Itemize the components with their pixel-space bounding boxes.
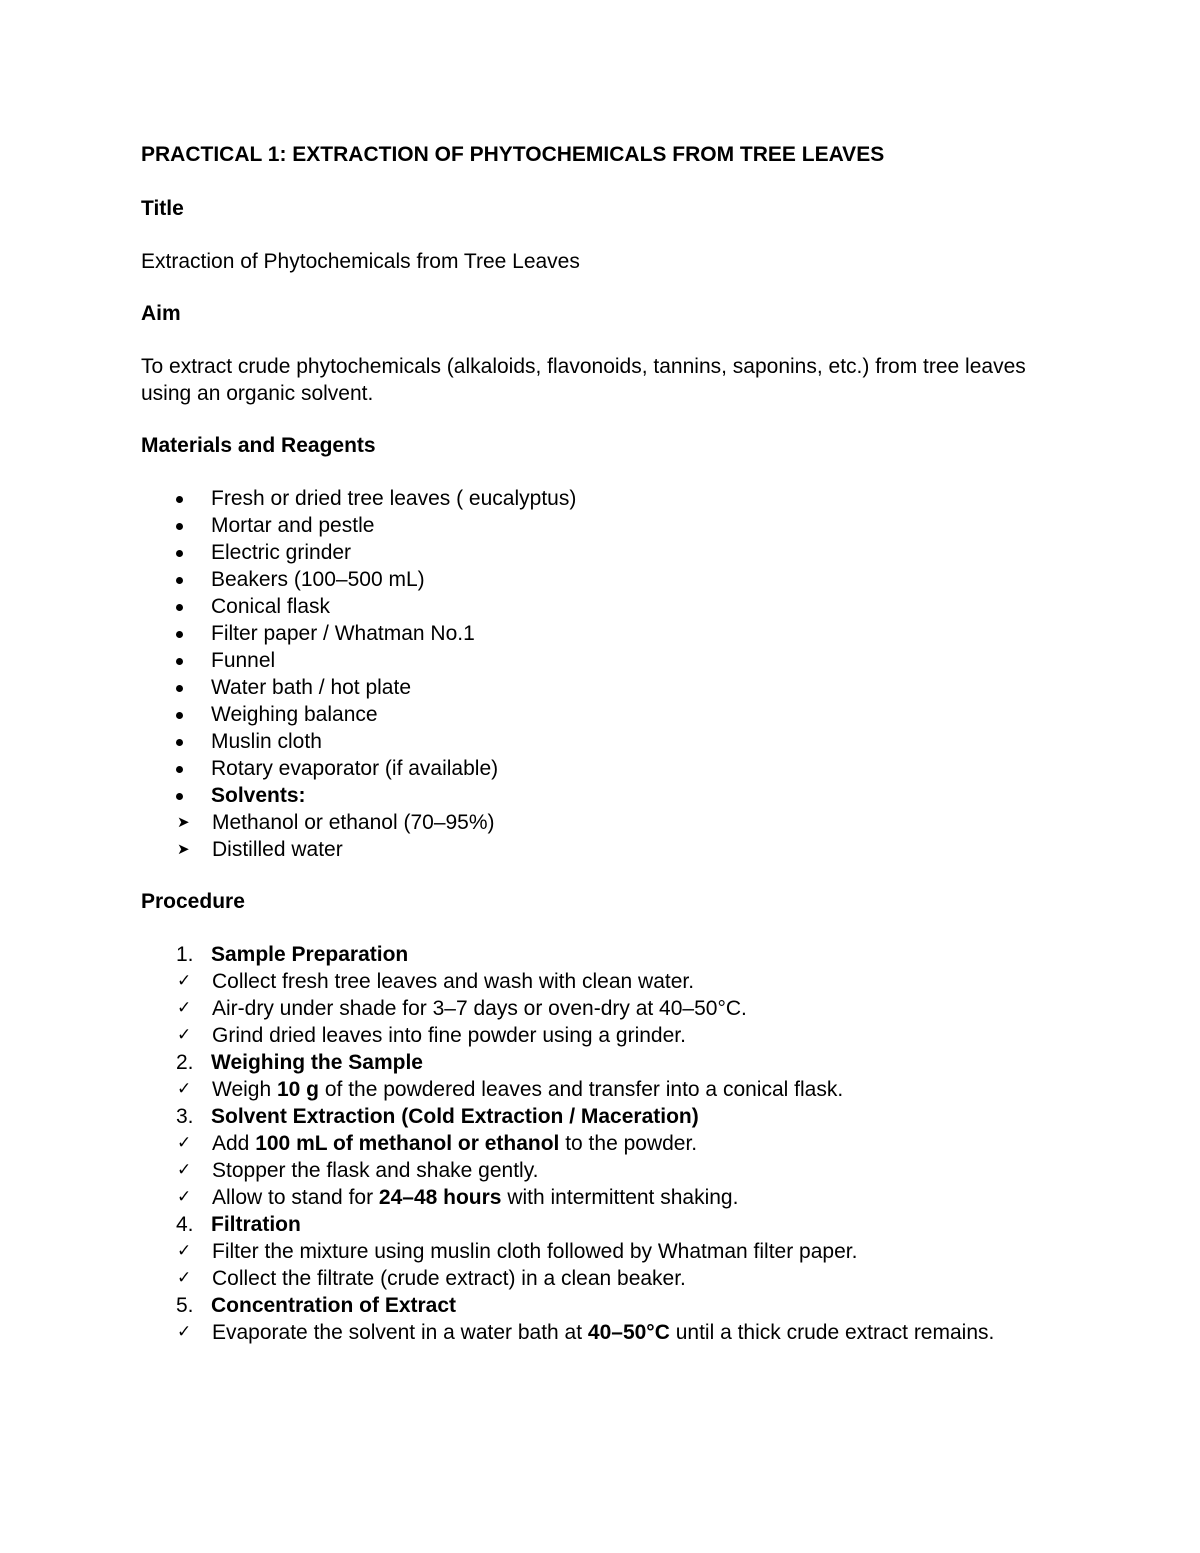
list-item: Conical flask — [141, 593, 1041, 620]
step-checklist — [141, 1238, 1041, 1292]
list-item: ✓ Add 100 mL of methanol or ethanol to the powder. — [177, 1132, 698, 1155]
list-item: ✓ Stopper the flask and shake gently. — [177, 1159, 539, 1182]
list-item: Rotary evaporator (if available) — [141, 755, 1041, 782]
step-checklist — [141, 968, 1041, 1049]
list-item: Water bath / hot plate — [141, 674, 1041, 701]
list-item: Filter paper / Whatman No.1 — [141, 620, 1041, 647]
step-checklist — [141, 1319, 1041, 1346]
step-number: 1. — [176, 943, 194, 966]
aim-heading: Aim — [141, 302, 181, 325]
list-item: Electric grinder — [141, 539, 1041, 566]
practical-title: PRACTICAL 1: EXTRACTION OF PHYTOCHEMICALS FROM TREE LEAVES — [141, 143, 885, 166]
checkmark-icon: ✓ — [177, 1079, 192, 1099]
checkmark-icon: ✓ — [177, 1322, 192, 1342]
list-item: ✓ Air-dry under shade for 3–7 days or oven-dry at 40–50°C. — [177, 997, 747, 1020]
list-item: Weighing balance — [141, 701, 1041, 728]
list-item: ✓ Grind dried leaves into fine powder using a grinder. — [177, 1024, 686, 1047]
step-number: 3. — [176, 1105, 194, 1128]
list-item: ✓ Allow to stand for 24–48 hours with intermittent shaking. — [177, 1186, 739, 1209]
checkmark-icon: ✓ — [177, 1241, 192, 1261]
checkmark-icon: ✓ — [177, 971, 192, 991]
step-title: Weighing the Sample — [211, 1051, 423, 1074]
list-item: Fresh or dried tree leaves ( eucalyptus) — [141, 485, 1041, 512]
step-title: Concentration of Extract — [211, 1294, 457, 1317]
procedure-step — [141, 1211, 1041, 1292]
list-item: ✓ Filter the mixture using muslin cloth followed by Whatman filter paper. — [177, 1240, 858, 1263]
procedure-step — [141, 1049, 1041, 1103]
step-checklist — [141, 1076, 1041, 1103]
checkmark-icon: ✓ — [177, 1025, 192, 1045]
checkmark-icon: ✓ — [177, 1268, 192, 1288]
materials-list — [141, 485, 1041, 863]
arrow-bullet-icon: ➤ — [177, 840, 190, 858]
list-item: ✓ Collect the filtrate (crude extract) in a clean beaker. — [177, 1267, 686, 1290]
checkmark-icon: ✓ — [177, 1187, 192, 1207]
list-item: Beakers (100–500 mL) — [141, 566, 1041, 593]
solvents-item — [141, 782, 1041, 863]
list-item: ✓ Collect fresh tree leaves and wash with clean water. — [177, 970, 695, 993]
list-item: Muslin cloth — [141, 728, 1041, 755]
materials-heading: Materials and Reagents — [141, 434, 376, 457]
document-page — [141, 140, 1041, 1346]
checkmark-icon: ✓ — [177, 998, 192, 1018]
procedure-step — [141, 1103, 1041, 1211]
step-number: 2. — [176, 1051, 194, 1074]
aim-text: To extract crude phytochemicals (alkaloids, flavonoids, tannins, saponins, etc.) from tree leaves using an organic solvent. — [141, 355, 1026, 405]
list-item: Funnel — [141, 647, 1041, 674]
checkmark-icon: ✓ — [177, 1133, 192, 1153]
solvents-list — [141, 809, 1041, 863]
checkmark-icon: ✓ — [177, 1160, 192, 1180]
step-title: Sample Preparation — [211, 943, 409, 966]
list-item: ➤ Distilled water — [177, 838, 343, 861]
step-title: Filtration — [211, 1213, 301, 1236]
step-number: 4. — [176, 1213, 194, 1236]
list-item: Mortar and pestle — [141, 512, 1041, 539]
procedure-step — [141, 941, 1041, 1049]
procedure-heading: Procedure — [141, 890, 245, 913]
solvents-label: Solvents: — [211, 784, 306, 807]
step-title: Solvent Extraction (Cold Extraction / Maceration) — [211, 1105, 699, 1128]
procedure-steps — [141, 941, 1041, 1346]
title-text: Extraction of Phytochemicals from Tree Leaves — [141, 250, 580, 273]
step-checklist — [141, 1130, 1041, 1211]
list-item: ➤ Methanol or ethanol (70–95%) — [177, 811, 495, 834]
list-item: ✓ Evaporate the solvent in a water bath at 40–50°C until a thick crude extract remains. — [177, 1321, 995, 1344]
list-item: ✓ Weigh 10 g of the powdered leaves and transfer into a conical flask. — [177, 1078, 844, 1101]
step-number: 5. — [176, 1294, 194, 1317]
procedure-step — [141, 1292, 1041, 1346]
arrow-bullet-icon: ➤ — [177, 813, 190, 831]
title-heading: Title — [141, 197, 184, 220]
